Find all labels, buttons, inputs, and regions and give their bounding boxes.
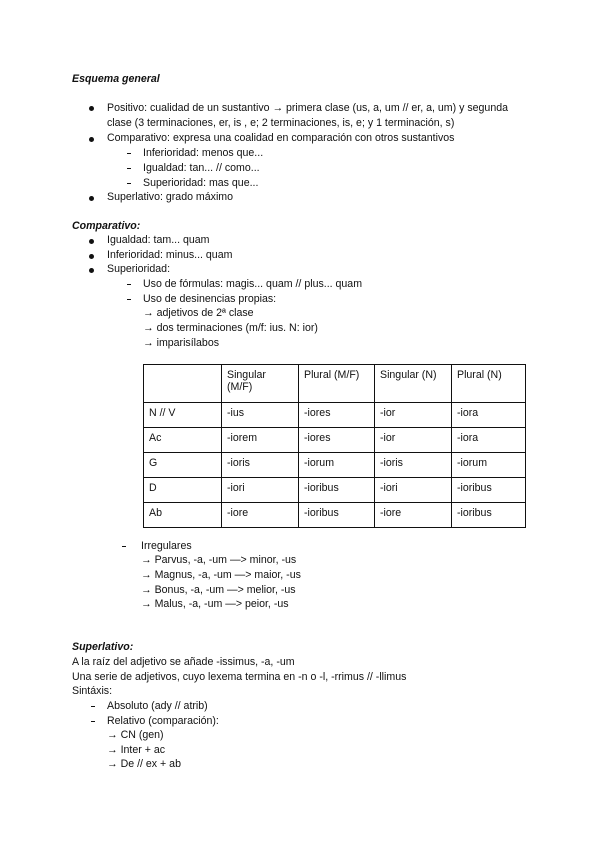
arrow-icon: →: [143, 322, 154, 334]
dash-icon: [127, 284, 131, 285]
table-header-cell: Singular (N): [375, 365, 452, 403]
table-cell: -ioribus: [452, 503, 526, 528]
section-heading-esquema-general: Esquema general: [72, 73, 160, 85]
table-cell: -iores: [299, 403, 375, 428]
dash-icon: [127, 153, 131, 154]
table-cell: -ioris: [222, 453, 299, 478]
arrow-icon: →: [141, 554, 152, 566]
table-cell: -ior: [375, 428, 452, 453]
irregular-item: → Magnus, -a, -um —> maior, -us: [141, 569, 301, 581]
irregular-item: → Parvus, -a, -um —> minor, -us: [141, 554, 297, 566]
arrow-item-imparisilabos: → imparisílabos: [143, 337, 220, 349]
table-cell: -ioribus: [299, 503, 375, 528]
comparativo-item-inferioridad: Inferioridad: minus... quam: [107, 249, 233, 261]
table-cell: Ab: [144, 503, 222, 528]
dash-icon: [127, 299, 131, 300]
arrow-icon: →: [143, 337, 154, 349]
bullet-icon: [89, 137, 94, 142]
table-cell: -iori: [375, 478, 452, 503]
table-cell: -iorum: [452, 453, 526, 478]
table-header-row: [144, 365, 526, 403]
table-cell: -iora: [452, 403, 526, 428]
sub-item-inferioridad: Inferioridad: menos que...: [143, 147, 264, 159]
bullet-icon: [89, 106, 94, 111]
dash-icon: [127, 183, 131, 184]
arrow-icon: →: [141, 598, 152, 610]
superlativo-line: Una serie de adjetivos, cuyo lexema termina en -n o -l, -rrimus // -llimus: [72, 671, 407, 683]
superlativo-item-relativo: Relativo (comparación):: [107, 715, 219, 727]
irregular-item: → Bonus, -a, -um —> melior, -us: [141, 584, 296, 596]
arrow-icon: →: [107, 729, 118, 741]
table-cell: -iore: [222, 503, 299, 528]
table-cell: -iorem: [222, 428, 299, 453]
uso-formulas: Uso de fórmulas: magis... quam // plus... quam: [143, 278, 363, 290]
table-cell: -ioris: [375, 453, 452, 478]
table-row: [144, 403, 526, 428]
table-header-cell: [144, 365, 222, 403]
arrow-icon: →: [107, 758, 118, 770]
superlativo-arrow-item: → Inter + ac: [107, 744, 166, 756]
table-header-cell: Plural (M/F): [299, 365, 375, 403]
dash-icon: [91, 706, 95, 707]
arrow-icon: →: [141, 569, 152, 581]
table-header-cell: Plural (N): [452, 365, 526, 403]
table-cell: D: [144, 478, 222, 503]
bullet-icon: [89, 239, 94, 244]
table-cell: -iora: [452, 428, 526, 453]
table-cell: -ior: [375, 403, 452, 428]
table-cell: -iori: [222, 478, 299, 503]
table-row: [144, 478, 526, 503]
section-heading-superlativo: Superlativo:: [72, 641, 134, 653]
superlativo-item-absoluto: Absoluto (ady // atrib): [107, 700, 208, 712]
bullet-icon: [89, 268, 94, 273]
dash-icon: [122, 546, 126, 547]
superlativo-arrow-item: → CN (gen): [107, 729, 164, 741]
table-cell: G: [144, 453, 222, 478]
table-row: [144, 453, 526, 478]
table-cell: N // V: [144, 403, 222, 428]
arrow-icon: →: [141, 584, 152, 596]
irregular-item: → Malus, -a, -um —> peior, -us: [141, 598, 289, 610]
section-heading-comparativo: Comparativo:: [72, 220, 141, 232]
table-cell: Ac: [144, 428, 222, 453]
comparativo-definition: Comparativo: expresa una coalidad en comparación con otros sustantivos: [107, 132, 455, 144]
comparativo-item-igualdad: Igualdad: tam... quam: [107, 234, 210, 246]
arrow-icon: →: [143, 307, 154, 319]
bullet-icon: [89, 196, 94, 201]
table-row: [144, 503, 526, 528]
table-cell: -iore: [375, 503, 452, 528]
arrow-item-adjetivos: → adjetivos de 2ª clase: [143, 307, 254, 319]
sub-item-superioridad: Superioridad: mas que...: [143, 177, 259, 189]
table-cell: -ioribus: [299, 478, 375, 503]
declension-table: [143, 364, 526, 528]
table-cell: -ioribus: [452, 478, 526, 503]
positivo-line-2: clase (3 terminaciones, er, is , e; 2 terminaciones, is, e; y 1 terminación, s): [107, 117, 455, 129]
superlativo-arrow-item: → De // ex + ab: [107, 758, 181, 770]
arrow-item-dos-terminaciones: → dos terminaciones (m/f: ius. N: ior): [143, 322, 318, 334]
superlativo-line: A la raíz del adjetivo se añade -issimus, -a, -um: [72, 656, 295, 668]
dash-icon: [127, 168, 131, 169]
sub-item-igualdad: Igualdad: tan... // como...: [143, 162, 260, 174]
irregulares-label: Irregulares: [141, 540, 192, 552]
table-cell: -iores: [299, 428, 375, 453]
superlativo-line: Sintáxis:: [72, 685, 113, 697]
table-row: [144, 428, 526, 453]
superlativo-definition: Superlativo: grado máximo: [107, 191, 234, 203]
uso-desinencias: Uso de desinencias propias:: [143, 293, 277, 305]
table-cell: -ius: [222, 403, 299, 428]
comparativo-item-superioridad: Superioridad:: [107, 263, 171, 275]
arrow-icon: →: [107, 744, 118, 756]
positivo-line-1: Positivo: cualidad de un sustantivo → primera clase (us, a, um // er, a, um) y segunda: [107, 102, 508, 114]
bullet-icon: [89, 254, 94, 259]
dash-icon: [91, 721, 95, 722]
table-header-cell: Singular (M/F): [222, 365, 299, 403]
table-cell: -iorum: [299, 453, 375, 478]
